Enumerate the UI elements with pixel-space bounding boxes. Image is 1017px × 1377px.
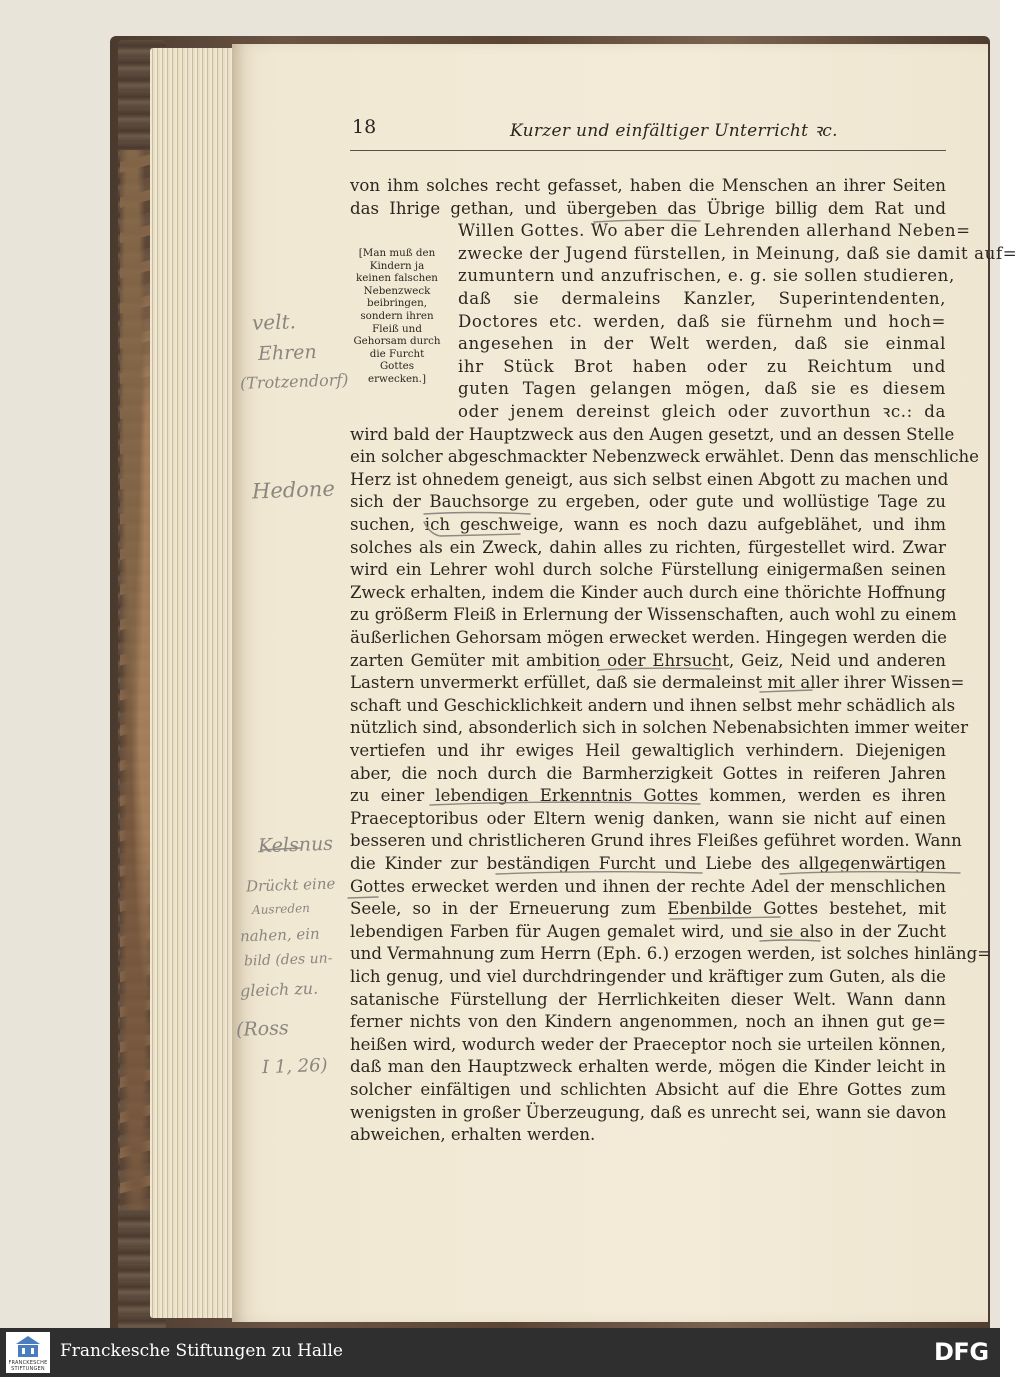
marginal-note-line: gleich zu. (239, 978, 319, 1001)
marginal-note-line: Kelsnus (257, 832, 334, 858)
body-line: zu einer lebendigen Erkenntnis Gottes kommen, werden es ihren (350, 786, 946, 806)
body-line: solches als ein Zweck, dahin alles zu richten, fürgestellet wird. Zwar (350, 537, 946, 557)
body-line: Herz ist ohnedem geneigt, aus sich selbst einen Abgott zu machen und (350, 469, 949, 489)
body-line: ein solcher abgeschmackter Nebenzweck erwählet. Denn das menschliche (350, 447, 980, 467)
running-title: Kurzer und einfältiger Unterricht ꝛc. (510, 121, 838, 141)
body-line: zwecke der Jugend fürstellen, in Meinung, daß sie damit auf= (458, 243, 1017, 263)
body-line: äußerlichen Gehorsam mögen erwecket werden. Hingegen werden die (350, 628, 947, 647)
body-line: oder jenem dereinst gleich oder zuvorthun ꝛc.: da (458, 402, 946, 421)
body-line: solcher einfältigen und schlichten Absicht auf die Ehre Gottes zum (350, 1080, 946, 1099)
body-line: angesehen in der Welt werden, daß sie einmal (458, 334, 946, 354)
page-edges (150, 48, 240, 1318)
institution-name: Franckesche Stiftungen zu Halle (60, 1341, 343, 1361)
side-note-line: [Man muß den (358, 247, 436, 259)
body-line: das Ihrige gethan, und übergeben das Übrige billig dem Rat und (350, 198, 946, 218)
body-line: ihr Stück Brot haben oder zu Reichtum und (458, 356, 946, 376)
body-line: Lastern unvermerkt erfüllet, daß sie dermaleinst mit aller ihrer Wissen= (350, 673, 965, 693)
body-line: nützlich sind, absonderlich sich in solchen Nebenabsichten immer weiter (350, 718, 969, 738)
footer-bar (0, 1328, 1000, 1377)
body-line: besseren und christlicheren Grund ihres Fleißes geführet worden. Wann (350, 831, 962, 851)
side-note (340, 247, 454, 386)
side-note-line: beibringen, (366, 297, 427, 310)
body-line: sich der Bauchsorge zu ergeben, oder gute und wollüstige Tage zu (350, 492, 946, 512)
marginal-note-line: I 1, 26) (261, 1054, 329, 1079)
show-through-stamp (715, 1110, 955, 1170)
marginal-note-line: Ausreden (251, 900, 311, 918)
side-note-line: Nebenzweck (363, 284, 431, 297)
marginal-note-line: Drückt eine (245, 874, 336, 896)
body-line: wird bald der Hauptzweck aus den Augen gesetzt, und an dessen Stelle (350, 424, 955, 444)
header-rule (350, 150, 946, 151)
side-note-line: sondern ihren (360, 309, 434, 322)
side-note-line: Gehorsam durch (353, 335, 441, 348)
logo-text: FRANCKESCHE STIFTUNGEN (8, 1360, 48, 1372)
body-line: daß sie dermaleins Kanzler, Superintendenten, (458, 289, 946, 308)
body-line: schaft und Geschicklichkeit andern und ihnen selbst mehr schädlich als (350, 695, 956, 715)
body-line: daß man den Hauptzweck erhalten werde, mögen die Kinder leicht in (350, 1057, 946, 1077)
marginal-note-line: (Trotzendorf) (239, 370, 349, 393)
body-line: die Kinder zur beständigen Furcht und Liebe des allgegenwärtigen (350, 854, 946, 873)
marginal-note-line: (Ross (235, 1017, 290, 1041)
body-line: zarten Gemüter mit ambition oder Ehrsucht, Geiz, Neid und anderen (350, 650, 946, 670)
marginal-note-line: bild (des un- (243, 950, 333, 970)
body-line: heißen wird, wodurch weder der Praeceptor noch sie urteilen können, (350, 1034, 946, 1054)
side-note-line: Kindern ja (369, 259, 425, 272)
side-note-line: Gottes (379, 360, 415, 373)
body-line: wenigsten in großer Überzeugung, daß es unrecht sei, wann sie davon (350, 1102, 947, 1122)
body-line: satanische Fürstellung der Herrlichkeiten dieser Welt. Wann dann (350, 989, 946, 1009)
body-line: Willen Gottes. Wo aber die Lehrenden allerhand Neben= (458, 221, 971, 241)
body-line: Zweck erhalten, indem die Kinder auch durch eine thörichte Hoffnung (350, 582, 946, 602)
side-note-line: erwecken.] (368, 372, 426, 385)
building-icon (6, 1332, 50, 1360)
body-line: zu größerm Fleiß in Erlernung der Wissenschaften, auch wohl zu einem (350, 605, 957, 625)
body-line: von ihm solches recht gefasset, haben die Menschen an ihrer Seiten (350, 176, 946, 195)
body-line: ferner nichts von den Kindern angenommen, noch an ihnen gut ge= (350, 1012, 946, 1032)
marginal-note-hedone: Hedone (251, 476, 336, 504)
body-line: lich genug, und viel durchdringender und kräftiger zum Guten, als die (350, 967, 946, 986)
body-line: zumuntern und anzufrischen, e. g. sie sollen studieren, (458, 266, 955, 286)
page-number: 18 (352, 116, 377, 138)
body-line: aber, die noch durch die Barmherzigkeit Gottes in reiferen Jahren (350, 763, 946, 783)
dfg-logo: DFG (934, 1338, 989, 1366)
body-line: Praeceptoribus oder Eltern wenig danken, wann sie nicht auf einen (350, 808, 946, 828)
marginal-note-line: Ehren (257, 340, 318, 366)
body-line: lebendigen Farben für Augen gemalet wird, und sie also in der Zucht (350, 921, 946, 941)
marginal-note-line: nahen, ein (239, 924, 320, 946)
body-line: und Vermahnung zum Herrn (Eph. 6.) erzogen werden, ist solches hinläng= (350, 944, 992, 964)
marginal-note-line: velt. (251, 309, 297, 335)
body-line: abweichen, erhalten werden. (350, 1125, 596, 1145)
side-note-line: die Furcht (369, 347, 425, 360)
body-line: guten Tagen gelangen mögen, daß sie es diesem (458, 379, 946, 399)
side-note-line: Fleiß und (372, 322, 422, 335)
institution-logo (6, 1332, 50, 1373)
body-line: wird ein Lehrer wohl durch solche Fürstellung einigermaßen seinen (350, 560, 946, 580)
body-line: Seele, so in der Erneuerung zum Ebenbilde Gottes bestehet, mit (350, 899, 946, 919)
body-line: vertiefen und ihr ewiges Heil gewaltiglich verhindern. Diejenigen (350, 741, 946, 760)
body-line: Gottes erwecket werden und ihnen der rechte Adel der menschlichen (350, 876, 946, 896)
side-note-line: keinen falschen (356, 272, 438, 285)
body-line: suchen, ich geschweige, wann es noch dazu aufgeblähet, und ihm (350, 515, 946, 534)
body-line: Doctores etc. werden, daß sie fürnehm und hoch= (458, 311, 946, 331)
